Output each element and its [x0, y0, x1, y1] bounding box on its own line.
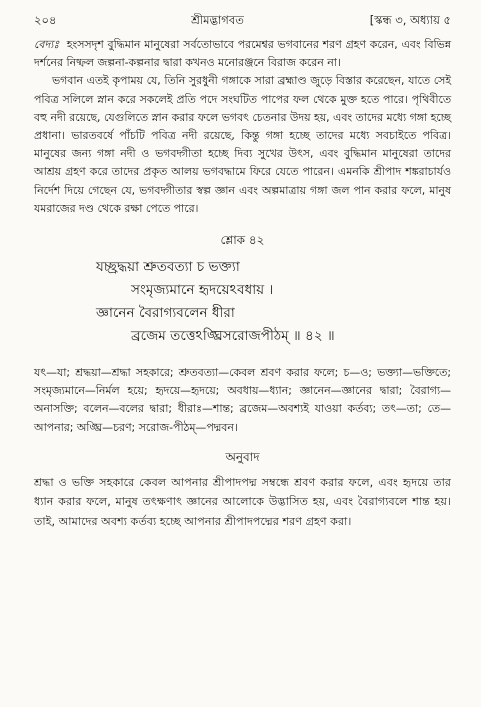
running-head [34, 12, 451, 36]
verse-line-3: জ্ঞানেন বৈরাগ্যবলেন ধীরা [96, 305, 235, 322]
purport-paragraph-1-text: হংসসদৃশ বুদ্ধিমান মানুষেরা সর্বতোভাবে পরমেশ্বর ভগবানের শরণ গ্রহণ করেন, এবং বিভিন্ন দর্শনের নিষ্ফল জল্পনা-কল্পনার দ্বারা কখনও মনোরঞ্জনে বিরাজ করেন না। [34, 38, 451, 70]
verse-line-4: ব্রজেম তত্তেঽঙ্ঘ্রিসরোজপীঠম্ ॥ ৪২ ॥ [131, 328, 335, 345]
translation-heading: অনুবাদ [225, 449, 260, 464]
verse-text [34, 256, 451, 348]
word-synonyms: যৎ—যা; শ্রদ্ধয়া—শ্রদ্ধা সহকারে; শ্রুতবত্যা—কেবল শ্রবণ করার ফলে; চ—ও; ভক্ত্যা—ভক্তিতে; সংমৃজ্যমানে—নির্মল হয়ে; হৃদয়ে—হৃদয়ে; অবধায়—ধ্যান; জ্ঞানেন—জ্ঞানের দ্বারা; বৈরাগ্য—অনাসক্তি; বলেন—বলের দ্বারা; ধীরাঃ—শান্ত; ব্রজেম—অবশ্যই যাওয়া কর্তব্য; তৎ—তা; তে—আপনার; অঙ্ঘ্রি—চরণ; সরোজ-পীঠম্—পদ্মবন। [34, 366, 451, 434]
verse-heading: শ্লোক ৪২ [220, 233, 265, 248]
purport-label: বেদ্যঃ [34, 38, 60, 51]
purport-paragraph-2: ভগবান এতই কৃপাময় যে, তিনি সুরধুনী গঙ্গাকে সারা ব্রহ্মাণ্ড জুড়ে বিস্তার করেছেন, যাতে সেই পবিত্র সলিলে স্নান করে সকলেই প্রতি পদে সংঘটিত পাপের ফল থেকে মুক্ত হতে পারে। পৃথিবীতে বহু নদী রয়েছে, যেগুলিতে স্নান করার ফলে ভগবৎ চেতনার উদয় হয়, এবং তাদের মধ্যে গঙ্গা হচ্ছে প্রধানা। ভারতবর্ষে পাঁচটি পবিত্র নদী রয়েছে, কিন্তু গঙ্গা হচ্ছে তাদের মধ্যে সবচাইতে পবিত্র। মানুষের জন্য গঙ্গা নদী ও ভগবদ্গীতা হচ্ছে দিব্য সুখের উৎস, এবং বুদ্ধিমান মানুষেরা তাদের আশ্রয় গ্রহণ করে তাদের প্রকৃত আলয় ভগবদ্ধামে ফিরে যেতে পারেন। এমনকি শ্রীপাদ শঙ্করাচার্যও নির্দেশ দিয়ে গেছেন যে, ভগবদ্গীতার স্বল্প জ্ঞান এবং অল্পমাত্রায় গঙ্গা জল পান করার ফলে, মানুষ যমরাজের দণ্ড থেকে রক্ষা পেতে পারে। [34, 74, 451, 215]
chapter-reference: [স্কন্ধ ৩, অধ্যায় ৫ [369, 13, 451, 27]
translation-text: শ্রদ্ধা ও ভক্তি সহকারে কেবল আপনার শ্রীপাদপদ্ম সম্বন্ধে শ্রবণ করার ফলে, এবং হৃদয়ে তার ধ্যান করার ফলে, মানুষ তৎক্ষণাৎ জ্ঞানের আলোকে উদ্ভাসিত হয়, এবং বৈরাগ্যবলে শান্ত হয়। তাই, আমাদের অবশ্য কর্তব্য হচ্ছে আপনার শ্রীপাদপদ্মের শরণ গ্রহণ করা। [34, 475, 451, 528]
verse-line-1: যচ্ছ্রদ্ধয়া শ্রুতবত্যা চ ভক্ত্যা [96, 259, 240, 276]
book-title: শ্রীমদ্ভাগবত [191, 13, 244, 27]
page-number: ২০৪ [34, 13, 57, 27]
purport-paragraph-1 [34, 36, 451, 72]
verse-line-2: সংমৃজ্যমানে হৃদয়েঽবধায় । [131, 282, 274, 299]
